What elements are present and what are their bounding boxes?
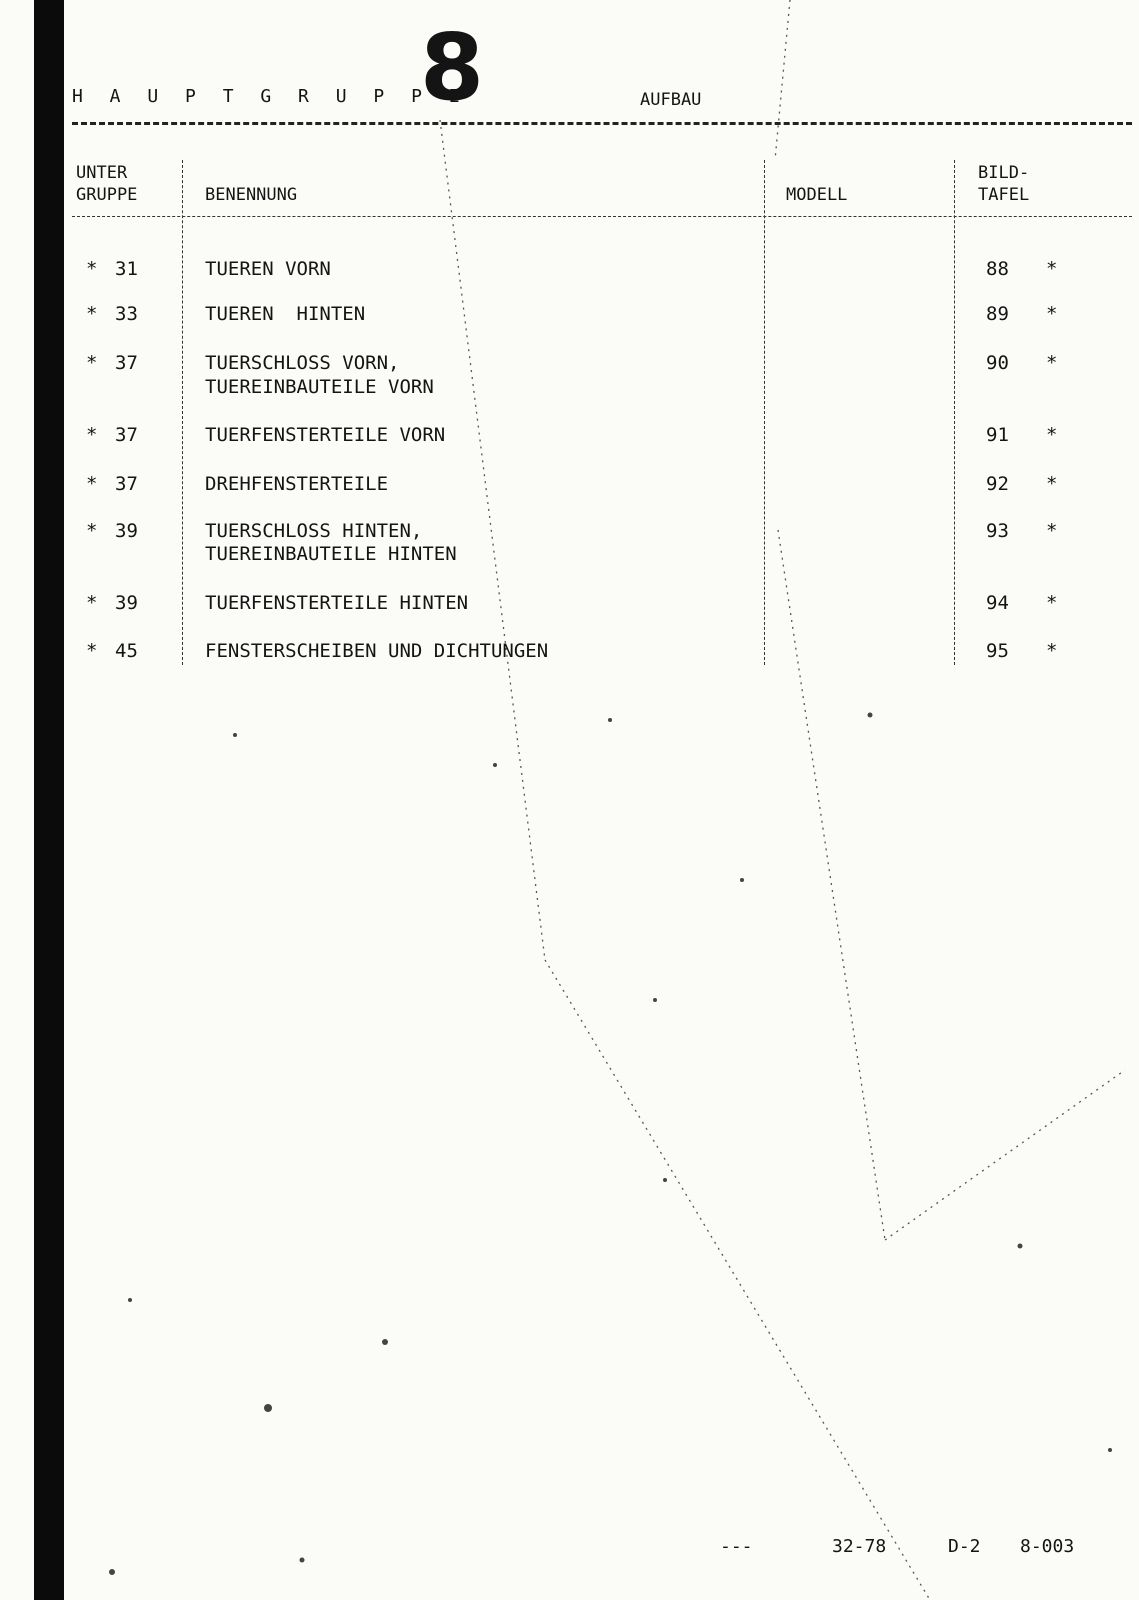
row-name: TUERFENSTERTEILE VORN [205, 424, 446, 446]
row-subgroup: 31 [115, 258, 138, 280]
footer-page-number: 8-003 [1020, 1536, 1075, 1557]
row-mark: * [1046, 592, 1058, 614]
row-star: * [86, 640, 98, 662]
footer-code: D-2 [948, 1536, 981, 1557]
row-plate: 93 [986, 520, 1009, 542]
row-subgroup: 37 [115, 473, 138, 495]
row-plate: 92 [986, 473, 1009, 495]
main-group-number: 8 [420, 14, 485, 121]
row-star: * [86, 303, 98, 325]
row-mark: * [1046, 258, 1058, 280]
column-header-bildtafel [978, 162, 1029, 206]
row-plate: 88 [986, 258, 1009, 280]
row-name: FENSTERSCHEIBEN UND DICHTUNGEN [205, 640, 549, 662]
row-mark: * [1046, 520, 1058, 542]
column-header-modell: MODELL [786, 185, 848, 205]
main-group-label: H A U P T G R U P P E [72, 86, 468, 107]
column-separator-2 [764, 160, 765, 665]
row-name: TUEREN VORN [205, 258, 331, 280]
row-name-line2: TUEREINBAUTEILE HINTEN [205, 543, 457, 565]
column-header-divider [72, 216, 1132, 217]
header-divider [72, 122, 1132, 125]
row-name: DREHFENSTERTEILE [205, 473, 389, 495]
row-name: TUERSCHLOSS HINTEN, [205, 520, 423, 542]
row-star: * [86, 473, 98, 495]
row-subgroup: 37 [115, 424, 138, 446]
row-plate: 90 [986, 352, 1009, 374]
row-star: * [86, 520, 98, 542]
row-mark: * [1046, 303, 1058, 325]
row-subgroup: 39 [115, 592, 138, 614]
scanned-page-binding-edge [34, 0, 64, 1600]
row-name: TUERSCHLOSS VORN, [205, 352, 400, 374]
row-star: * [86, 258, 98, 280]
row-plate: 91 [986, 424, 1009, 446]
row-mark: * [1046, 424, 1058, 446]
column-header-bildtafel-line1: BILD- [978, 163, 1030, 183]
column-separator-1 [182, 160, 183, 665]
row-subgroup: 45 [115, 640, 138, 662]
row-subgroup: 39 [115, 520, 138, 542]
row-mark: * [1046, 473, 1058, 495]
row-star: * [86, 352, 98, 374]
row-star: * [86, 592, 98, 614]
column-header-untergruppe-line1: UNTER [76, 163, 128, 183]
row-plate: 94 [986, 592, 1009, 614]
row-name: TUEREN HINTEN [205, 303, 366, 325]
row-star: * [86, 424, 98, 446]
footer-dashes: --- [720, 1536, 753, 1557]
row-mark: * [1046, 352, 1058, 374]
row-subgroup: 33 [115, 303, 138, 325]
section-title: AUFBAU [640, 90, 702, 110]
row-mark: * [1046, 640, 1058, 662]
column-separator-3 [954, 160, 955, 665]
column-header-benennung: BENENNUNG [205, 185, 298, 205]
row-plate: 89 [986, 303, 1009, 325]
column-header-untergruppe-line2: GRUPPE [76, 185, 138, 205]
column-header-bildtafel-line2: TAFEL [978, 185, 1030, 205]
footer-date: 32-78 [832, 1536, 887, 1557]
row-subgroup: 37 [115, 352, 138, 374]
row-name: TUERFENSTERTEILE HINTEN [205, 592, 469, 614]
row-plate: 95 [986, 640, 1009, 662]
column-header-untergruppe [76, 162, 137, 206]
row-name-line2: TUEREINBAUTEILE VORN [205, 376, 434, 398]
